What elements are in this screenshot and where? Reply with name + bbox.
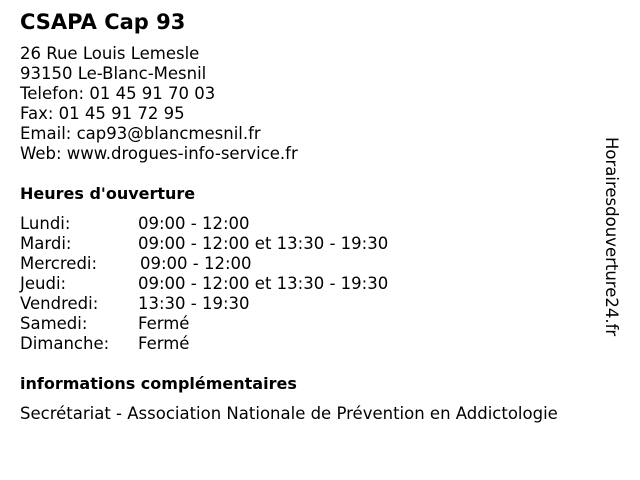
time-value: 09:00 - 12:00 et 13:30 - 19:30 bbox=[138, 234, 389, 253]
day-label: Lundi: bbox=[20, 214, 71, 233]
page-title: CSAPA Cap 93 bbox=[20, 10, 186, 34]
time-value: 13:30 - 19:30 bbox=[138, 294, 250, 313]
opening-hours-heading: Heures d'ouverture bbox=[20, 184, 196, 203]
day-label: Mardi: bbox=[20, 234, 72, 253]
phone-number: Telefon: 01 45 91 70 03 bbox=[20, 84, 216, 103]
fax-number: Fax: 01 45 91 72 95 bbox=[20, 104, 185, 123]
time-value: 09:00 - 12:00 bbox=[140, 254, 252, 273]
additional-info-heading: informations complémentaires bbox=[20, 374, 297, 393]
day-label: Jeudi: bbox=[20, 274, 67, 293]
time-value: Fermé bbox=[138, 334, 190, 353]
time-value: 09:00 - 12:00 et 13:30 - 19:30 bbox=[138, 274, 389, 293]
side-brand-label: Horairesdouverture24.fr bbox=[602, 137, 621, 337]
day-label: Mercredi: bbox=[20, 254, 98, 273]
time-value: Fermé bbox=[138, 314, 190, 333]
website-url: Web: www.drogues-info-service.fr bbox=[20, 144, 298, 163]
email-address: Email: cap93@blancmesnil.fr bbox=[20, 124, 261, 143]
contact-block bbox=[20, 44, 298, 164]
time-value: 09:00 - 12:00 bbox=[138, 214, 250, 233]
additional-info-text: Secrétariat - Association Nationale de Prévention en Addictologie bbox=[20, 404, 558, 423]
day-label: Samedi: bbox=[20, 314, 88, 333]
day-label: Dimanche: bbox=[20, 334, 110, 353]
address-city: 93150 Le-Blanc-Mesnil bbox=[20, 64, 207, 83]
day-label: Vendredi: bbox=[20, 294, 99, 313]
address-street: 26 Rue Louis Lemesle bbox=[20, 44, 200, 63]
